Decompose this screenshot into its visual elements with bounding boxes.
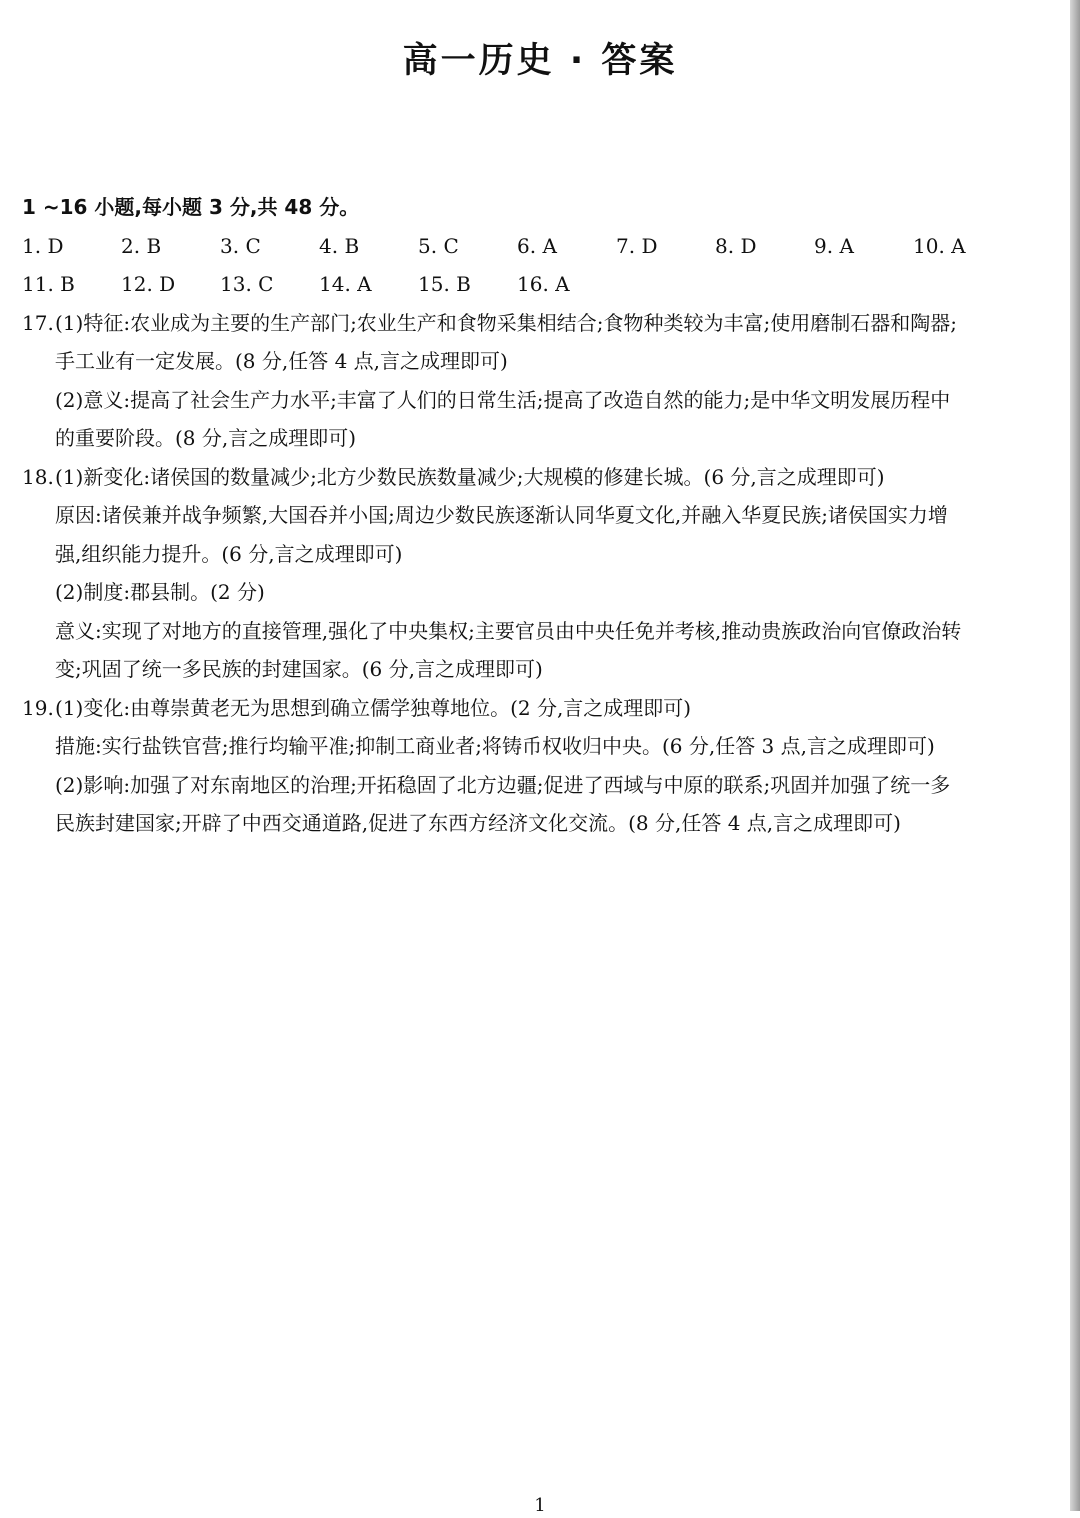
q18-part1-text: (1)新变化:诸侯国的数量减少;北方少数民族数量减少;大规模的修建长城。(6 分,言之成理即可) (55, 464, 885, 489)
mc-answer: 10. A (913, 233, 966, 258)
mc-answer: 15. B (418, 272, 471, 296)
q18-line-5: 意义:实现了对地方的直接管理,强化了中央集权;主要官员由中央任免并考核,推动贵族政治向官僚政治转 (55, 618, 962, 643)
q19-number: 19. (22, 695, 54, 720)
mc-answer: 5. C (418, 233, 459, 258)
page-edge-shadow (1070, 0, 1080, 1511)
q17-line-3: (2)意义:提高了社会生产力水平;丰富了人们的日常生活;提高了改造自然的能力;是中华文明发展历程中 (55, 387, 951, 412)
q18-line-4: (2)制度:郡县制。(2 分) (55, 580, 265, 604)
answer-content (22, 188, 1062, 843)
q17-part1-text: (1)特征:农业成为主要的生产部门;农业生产和食物采集相结合;食物种类较为丰富;使用磨制石器和陶器; (55, 310, 958, 335)
mc-answer: 6. A (517, 233, 557, 258)
mc-answer: 8. D (715, 233, 757, 258)
q19-line-1 (22, 689, 1062, 728)
page-title: 高一历史 · 答案 (402, 41, 678, 81)
mc-answer: 14. A (319, 272, 372, 296)
q17-number: 17. (22, 310, 54, 335)
mc-answer: 3. C (220, 233, 261, 258)
q19-part1-text: (1)变化:由尊崇黄老无为思想到确立儒学独尊地位。(2 分,言之成理即可) (55, 695, 692, 720)
mc-answers-row-1 (22, 227, 1062, 266)
mc-answer: 2. B (121, 233, 162, 258)
q17-line-1 (22, 304, 1062, 343)
mc-answer: 16. A (517, 272, 570, 296)
page-number: 1 (534, 1495, 546, 1516)
q17-line-4: 的重要阶段。(8 分,言之成理即可) (55, 426, 357, 450)
mc-answers-row-2 (22, 265, 1062, 304)
mc-answer: 9. A (814, 233, 854, 258)
q18-line-6: 变;巩固了统一多民族的封建国家。(6 分,言之成理即可) (55, 657, 543, 681)
mc-answer: 13. C (220, 272, 274, 296)
mc-answer: 7. D (616, 233, 658, 258)
mc-answer: 11. B (22, 272, 75, 296)
mc-answer: 1. D (22, 233, 64, 258)
q18-number: 18. (22, 464, 54, 489)
q19-line-3: (2)影响:加强了对东南地区的治理;开拓稳固了北方边疆;促进了西域与中原的联系;巩固并加强了统一多 (55, 772, 951, 797)
q17-line-2: 手工业有一定发展。(8 分,任答 4 点,言之成理即可) (55, 349, 508, 373)
q19-line-4: 民族封建国家;开辟了中西交通道路,促进了东西方经济文化交流。(8 分,任答 4 点,言之成理即可) (55, 811, 901, 835)
q18-line-1 (22, 458, 1062, 497)
mc-answer: 12. D (121, 272, 176, 296)
mc-intro: 1 ~16 小题,每小题 3 分,共 48 分。 (22, 195, 360, 219)
q18-line-2: 原因:诸侯兼并战争频繁,大国吞并小国;周边少数民族逐渐认同华夏文化,并融入华夏民族;诸侯国实力增 (55, 503, 948, 527)
mc-answer: 4. B (319, 233, 360, 258)
q18-line-3: 强,组织能力提升。(6 分,言之成理即可) (55, 541, 403, 566)
q19-line-2: 措施:实行盐铁官营;推行均输平准;抑制工商业者;将铸币权收归中央。(6 分,任答 3 点,言之成理即可) (55, 734, 935, 758)
